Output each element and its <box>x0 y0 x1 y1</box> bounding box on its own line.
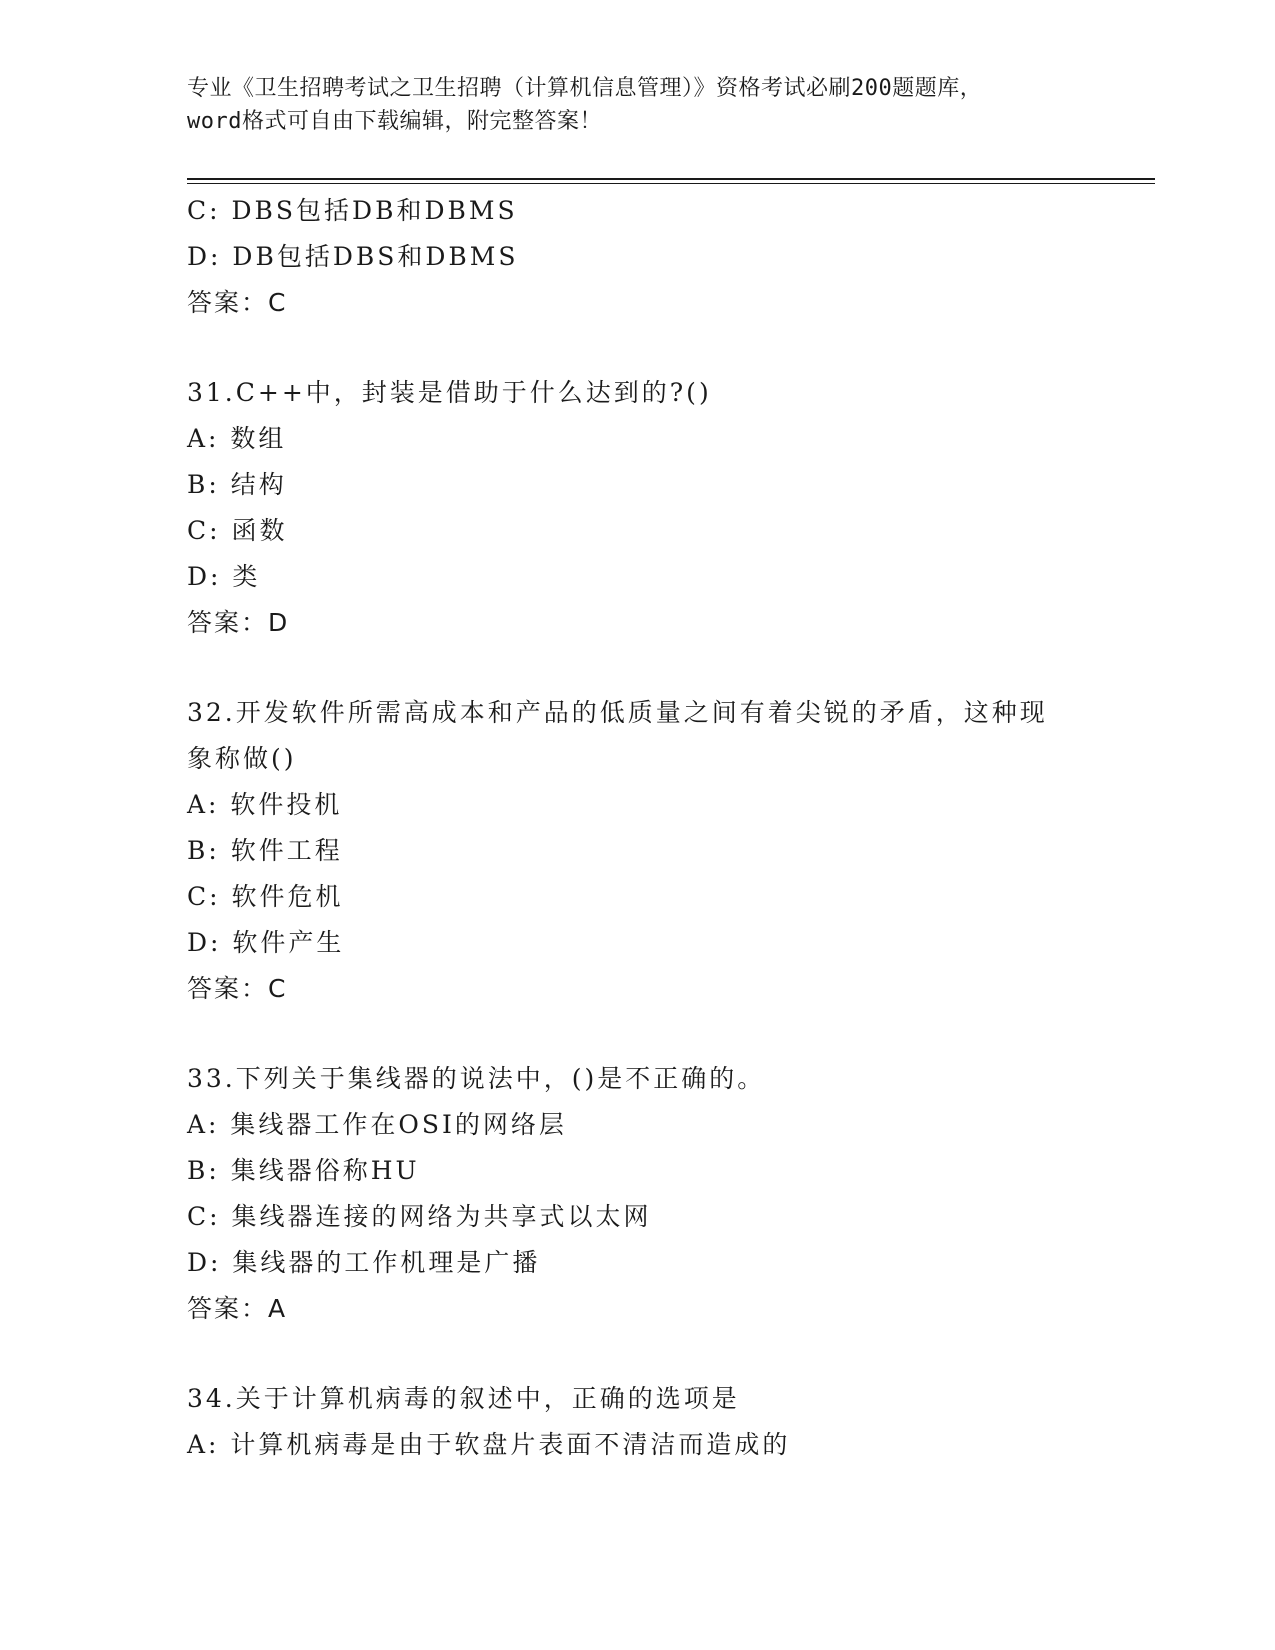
question-31-option-d: D: 类 <box>187 562 261 591</box>
spacer <box>187 1332 1087 1376</box>
question-31-option-c: C: 函数 <box>187 516 288 545</box>
question-34-option-a: A: 计算机病毒是由于软盘片表面不清洁而造成的 <box>187 1430 791 1459</box>
spacer <box>187 326 1087 370</box>
question-32-option-c: C: 软件危机 <box>187 882 344 911</box>
header-title-line-2: word格式可自由下载编辑，附完整答案！ <box>187 109 602 134</box>
question-31-answer: 答案：D <box>187 608 290 637</box>
question-33-option-a: A: 集线器工作在OSI的网络层 <box>187 1110 567 1139</box>
question-30-option-c: C: DBS包括DB和DBMS <box>187 196 518 225</box>
question-30-continuation <box>187 188 1087 326</box>
question-32 <box>187 690 1087 1012</box>
question-32-stem-line-2: 象称做() <box>187 744 297 773</box>
question-33-option-b: B: 集线器俗称HU <box>187 1156 420 1185</box>
question-30-option-d: D: DB包括DBS和DBMS <box>187 242 519 271</box>
question-31-option-a: A: 数组 <box>187 424 287 453</box>
question-32-stem-line-1: 32.开发软件所需高成本和产品的低质量之间有着尖锐的矛盾，这种现 <box>187 698 1048 727</box>
question-33-stem: 33.下列关于集线器的说法中，()是不正确的。 <box>187 1064 766 1093</box>
document-header <box>187 72 1087 138</box>
question-34-stem: 34.关于计算机病毒的叙述中，正确的选项是 <box>187 1384 740 1413</box>
spacer <box>187 646 1087 690</box>
spacer <box>187 1012 1087 1056</box>
question-32-option-a: A: 软件投机 <box>187 790 343 819</box>
header-divider-thick <box>187 178 1155 180</box>
question-31-stem: 31.C++中，封装是借助于什么达到的?() <box>187 378 712 407</box>
header-title-line-1: 专业《卫生招聘考试之卫生招聘（计算机信息管理）》资格考试必刷200题题库， <box>187 76 983 101</box>
question-31 <box>187 370 1087 646</box>
question-31-option-b: B: 结构 <box>187 470 287 499</box>
question-32-option-d: D: 软件产生 <box>187 928 345 957</box>
question-33-answer: 答案：A <box>187 1294 288 1323</box>
question-33 <box>187 1056 1087 1332</box>
question-33-option-d: D: 集线器的工作机理是广播 <box>187 1248 541 1277</box>
question-33-option-c: C: 集线器连接的网络为共享式以太网 <box>187 1202 652 1231</box>
question-34 <box>187 1376 1087 1468</box>
question-32-option-b: B: 软件工程 <box>187 836 343 865</box>
header-divider-thin <box>187 183 1155 184</box>
question-32-answer: 答案：C <box>187 974 288 1003</box>
question-content <box>187 188 1087 1468</box>
question-30-answer: 答案：C <box>187 288 288 317</box>
